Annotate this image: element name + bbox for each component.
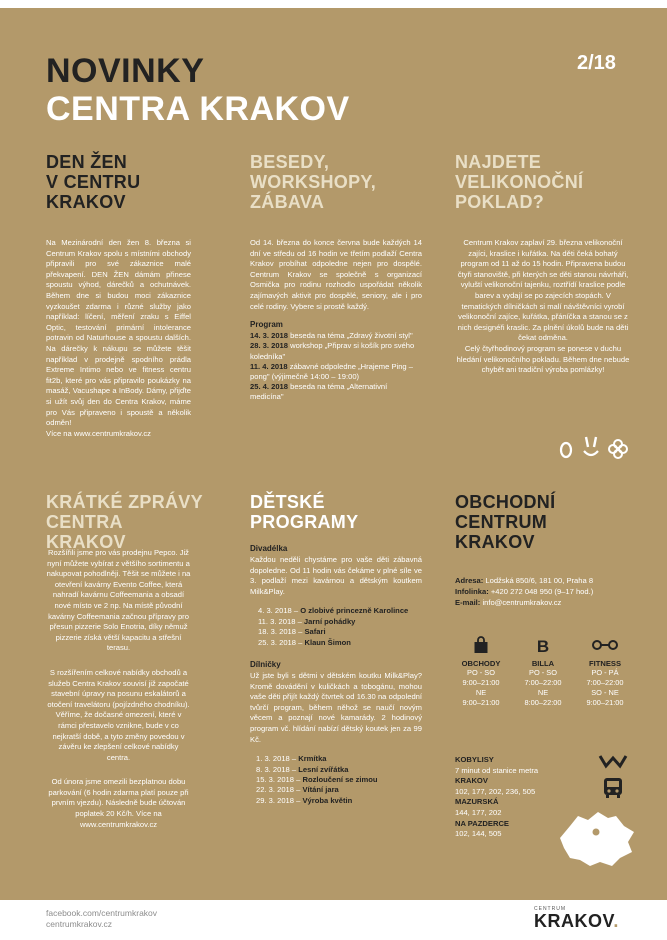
news-text-3: Od února jsme omezili bezplatnou dobu parkování (6 hodin zdarma platí pouze při prvním vjezdu). Následně bude účtován poplatek 20 Kč/h. Více na www.centrumkrakov.cz — [48, 777, 189, 829]
transport-text: 102, 177, 202, 236, 505 — [455, 786, 536, 796]
event-item: 1. 3. 2018 – Krmítka — [256, 754, 327, 764]
shop-hours-line: SO - NE — [591, 688, 619, 697]
program-item — [250, 331, 422, 341]
easter-text-1: Centrum Krakov zaplaví 29. března velikonoční zajíci, kraslice i kuřátka. Na děti čeká bohatý program od 11 až do 15 hodin. Připravena budou čtyři stanoviště, při kterých se děti stanou návrháři, vyluští velikonoční tajenku, roztřídí kraslice podle barev a vydají se po zajecích stopách. V tematických dílničkách si malí návštěvníci vyrobí velikonoční zajíce, kuřátka, přáníčka a stanou se z nich designéři kraslic. Za plnění úkolů bude na děti čekat odměna. — [457, 238, 629, 343]
heading-line: KRÁTKÉ ZPRÁVY — [46, 492, 203, 512]
kids-section — [250, 492, 420, 532]
program-date: 28. 3. 2018 — [250, 341, 289, 351]
shop-hours-line: 8:00–22:00 — [524, 698, 562, 707]
transport-title — [455, 755, 538, 766]
address-line — [455, 576, 637, 587]
workshop-text: Už jste byli s dětmi v dětském koutku Milk&Play? Kromě dovádění v kuličkách a tobogánu, mohou vaše děti přijít každý čtvrtek od 16.30 na odpolední tvůrčí program, během něhož se naučí novým věcem a poznají nové kamarády. 2 hodinový program vč. hlídání nabízí dětský koutek jen za 99 Kč. — [250, 671, 422, 744]
transport-title — [455, 819, 538, 830]
shop-hours — [514, 635, 572, 708]
shop-hours-line: 7:00–22:00 — [586, 678, 624, 687]
email-label: E-mail: — [455, 597, 481, 607]
issue-number: 2/18 — [577, 52, 616, 74]
address-label: Adresa: — [455, 576, 484, 585]
event-item: 15. 3. 2018 – Rozloučení se zimou — [256, 774, 378, 784]
program-text: workshop „Připrav si košík pro svého koledníka" — [250, 341, 415, 361]
heading-line: DĚTSKÉ — [250, 492, 325, 512]
program-item — [250, 382, 422, 402]
heading-line: POKLAD? — [455, 192, 545, 212]
event-date: 18. 3. 2018 — [258, 627, 297, 637]
event-title: Vítání jara — [302, 785, 339, 795]
footer-links — [46, 908, 157, 930]
transport-title — [455, 776, 538, 787]
event-title: Klaun Šimon — [304, 637, 351, 647]
event-date: 1. 3. 2018 — [256, 754, 290, 764]
theatre-text: Každou neděli chystáme pro vaše děti zábavná dopoledne. Od 11 hodin vás čekáme v plné síle ve 3. podlaží mezi kavárnou a dětským koutkem Milk&Play. — [250, 555, 422, 596]
shop-hours — [452, 635, 510, 708]
krakov-logo — [534, 906, 619, 930]
theatre-events — [258, 606, 422, 648]
heading-line: NAJDETE — [455, 152, 542, 172]
title-line-1: NOVINKY — [46, 52, 205, 90]
workshops-heading — [250, 152, 420, 212]
easter-heading — [455, 152, 635, 212]
easter-section — [455, 152, 635, 212]
heading-line: CENTRA KRAKOV — [46, 512, 126, 552]
bus-icon — [601, 776, 625, 800]
dumbbell-icon — [576, 635, 634, 655]
program-date: 25. 4. 2018 — [250, 382, 289, 392]
shop-hours-line: 9:00–21:00 — [586, 698, 624, 707]
event-date: 15. 3. 2018 — [256, 774, 295, 784]
logo-small-text: CENTRUM — [534, 906, 566, 912]
opening-hours — [452, 635, 634, 708]
shop-name: BILLA — [531, 659, 555, 668]
event-title: Safari — [304, 627, 326, 637]
event-item: 25. 3. 2018 – Klaun Šimon — [258, 637, 351, 647]
heading-line: V CENTRU — [46, 172, 141, 192]
address-value: Lodžská 850/6, 181 00, Praha 8 — [483, 576, 594, 585]
heading-line: ZÁBAVA — [250, 192, 325, 212]
shop-hours-line: PO - SO — [467, 668, 495, 677]
phone-line — [455, 587, 637, 598]
women-day-section — [46, 152, 186, 212]
program-date: 14. 3. 2018 — [250, 331, 289, 341]
kids-body — [250, 544, 422, 806]
shopping-bag-icon — [452, 635, 510, 655]
logo-dot: . — [613, 911, 619, 931]
news-body — [46, 548, 191, 830]
event-date: 25. 3. 2018 — [258, 637, 297, 647]
easter-body — [455, 238, 631, 376]
news-text-2: S rozšířením celkové nabídky obchodů a služeb Centra Krakov souvisí již započaté stavební úpravy na posunu eskalátorů a otočení travelátoru (pojízdného chodníku). Věříme, že dočasné omezení, které v rámci přestavelo vznikne, bude v co nejkratší době, a tyto změny povedou v závěru ke zlepšení celkové nabídky centra. — [47, 667, 190, 762]
shop-hours-line: NE — [537, 688, 549, 697]
event-date: 4. 3. 2018 — [258, 606, 292, 616]
program-text: beseda na téma „Alternativní medicína" — [250, 382, 388, 402]
heading-line: WORKSHOPY, — [250, 172, 377, 192]
easter-text-2: Celý čtyřhodinový program se ponese v duchu hledání velikonočního pokladu. Během dne nebude chybět ani tradiční výroba pomlázky! — [456, 343, 630, 375]
event-date: 29. 3. 2018 — [256, 795, 295, 805]
svg-text:B: B — [536, 637, 550, 654]
shop-hours-line: NE — [475, 688, 487, 697]
event-date: 11. 3. 2018 — [258, 616, 296, 626]
website-link[interactable]: centrumkrakov.cz — [46, 919, 112, 929]
transport-text: 144, 177, 202 — [455, 807, 502, 817]
heading-line: CENTRUM — [455, 512, 548, 532]
heading-line: PROGRAMY — [250, 512, 359, 532]
event-item: 29. 3. 2018 – Výroba květin — [256, 795, 353, 805]
easter-icons — [558, 433, 630, 461]
news-text-1: Rozšířili jsme pro vás prodejnu Pepco. Již nyní můžete vybírat z většího sortimentu a nakupovat pohodlněji. Těšit se můžete i na otevření kavárny Evento Coffee, která nahradí kavárnu Coffeemania a obsadí nové místo ve 2 np. Na místě původní kavárny Coffeemania začnou přípravy pro přesun pizzerie Solo Enotria, díky němuž pizzerie získá větší kapacitu a střešní terasu. — [46, 548, 191, 653]
shop-hours — [576, 635, 634, 708]
heading-line: VELIKONOČNÍ — [455, 172, 584, 192]
program-text: beseda na téma „Zdravý životní styl" — [288, 331, 413, 341]
top-strip — [0, 0, 667, 8]
heading-line: KRAKOV — [46, 192, 126, 212]
phone-value: +420 272 048 950 (9–17 hod.) — [488, 586, 594, 596]
transport-info — [455, 755, 538, 840]
transport-title-text: MAZURSKÁ — [455, 797, 499, 807]
theatre-title: Divadélka — [250, 544, 288, 553]
event-item: 18. 3. 2018 – Safari — [258, 627, 326, 637]
shop-hours-line: 7:00–22:00 — [524, 678, 562, 687]
shop-hours-line: PO - PÁ — [591, 668, 619, 677]
news-heading — [46, 492, 206, 552]
women-day-body — [46, 238, 191, 439]
logo-word: KRAKOV — [534, 911, 614, 931]
bunny-icon — [584, 437, 598, 455]
shop-hours-line: 9:00–21:00 — [462, 678, 500, 687]
event-title: O zlobivé princezně Karolince — [300, 606, 409, 616]
heading-line: OBCHODNÍ — [455, 492, 556, 512]
workshops-section — [250, 152, 420, 212]
event-title: Jarní pohádky — [303, 616, 356, 626]
women-day-text: Na Mezinárodní den žen 8. března si Centrum Krakov spolu s místními obchody připravili pro své zákaznice malé překvapení. DEN ŽEN dámám přinese spoustu výhod, dárečků a ochutnávek. Během dne si budou moci zákaznice vyzkoušet zdarma i různé služby jako například: líčení, měření zraku s Eiffel Optic, testování primární intolerance potravin od Naturhouse a spoustu dalších. Na dárečky k nákupu se můžete těšit například v prodejně spodního prádla Extreme Intimo nebo ve fitness centru fit2b, které pro vás připravilo poukázky na masáž, Vacushape a InBody. Dámy, přijďte si užít svůj den do Centra Krakov, máme pro Vás připraveno i spoustě a několik odměn! — [46, 238, 191, 428]
title-line-2: CENTRA KRAKOV — [46, 90, 350, 128]
event-date: 22. 3. 2018 — [256, 785, 295, 795]
email-line — [455, 598, 637, 609]
billa-icon — [514, 635, 572, 655]
event-item: 11. 3. 2018 – Jarní pohádky — [258, 616, 356, 626]
easter-icons-svg — [558, 433, 630, 461]
event-item: 8. 3. 2018 – Lesní zvířátka — [256, 764, 349, 774]
event-item: 22. 3. 2018 – Vítání jara — [256, 785, 339, 795]
transport-title-text: KOBYLISY — [455, 755, 494, 764]
workshops-intro: Od 14. března do konce června bude každých 14 dní ve středu od 16 hodin ve třetím podlaží Centra Krakov probíhat odpoledne nejen pro dospělé. Centrum Krakov se společně s organizací Osmička pro rodinu rozhodlo uspořádat několik zajímavých aktivit pro dospělé, seniory, ale i pro celé rodiny. Vybere si prostě každý. — [250, 238, 422, 311]
program-date: 11. 4. 2018 — [250, 361, 288, 371]
event-title: Lesní zvířátka — [298, 764, 349, 774]
workshop-title: Dílničky — [250, 660, 281, 669]
email-link[interactable]: info@centrumkrakov.cz — [480, 597, 562, 607]
event-date: 8. 3. 2018 — [256, 764, 290, 774]
center-section — [455, 492, 635, 552]
transport-text: 102, 144, 505 — [455, 829, 502, 839]
women-day-link: Více na www.centrumkrakov.cz — [46, 428, 151, 438]
phone-label: Infolinka: — [455, 586, 489, 596]
women-day-heading — [46, 152, 186, 212]
heading-line: DEN ŽEN — [46, 152, 128, 172]
workshop-events — [256, 754, 422, 806]
flower-icon — [609, 440, 627, 458]
program-title: Program — [250, 320, 283, 330]
event-item: 4. 3. 2018 – O zlobivé princezně Karolince — [258, 606, 409, 616]
transport-title-text: NA PAZDERCE — [455, 818, 510, 828]
shop-name: OBCHODY — [461, 659, 501, 668]
transport-text: 7 minut od stanice metra — [455, 765, 539, 775]
program-list — [250, 331, 422, 402]
shop-name: FITNESS — [588, 659, 622, 668]
metro-icon — [598, 752, 628, 770]
event-title: Výroba květin — [302, 795, 353, 805]
program-item — [250, 362, 422, 382]
egg-icon — [561, 443, 571, 457]
transport-title — [455, 797, 538, 808]
logo-big-text — [534, 912, 619, 930]
page-title — [46, 52, 350, 128]
program-item — [250, 341, 422, 361]
transport-title-text: KRAKOV — [455, 776, 488, 786]
heading-line: BESEDY, — [250, 152, 330, 172]
heading-line: KRAKOV — [455, 532, 535, 552]
facebook-link[interactable]: facebook.com/centrumkrakov — [46, 908, 158, 918]
shop-hours-line: PO - SO — [529, 668, 557, 677]
center-contacts — [455, 576, 637, 608]
prague-map-icon — [556, 808, 638, 870]
event-title: Rozloučení se zimou — [302, 774, 378, 784]
news-section — [46, 492, 206, 552]
shop-hours-line: 9:00–21:00 — [462, 698, 500, 707]
center-heading — [455, 492, 635, 552]
kids-heading — [250, 492, 420, 532]
program-text: zábavné odpoledne „Hrajeme Ping – pong" (výjimečně 14:00 – 19:00) — [250, 361, 413, 381]
event-title: Krmítka — [298, 754, 327, 764]
workshops-body — [250, 238, 422, 403]
